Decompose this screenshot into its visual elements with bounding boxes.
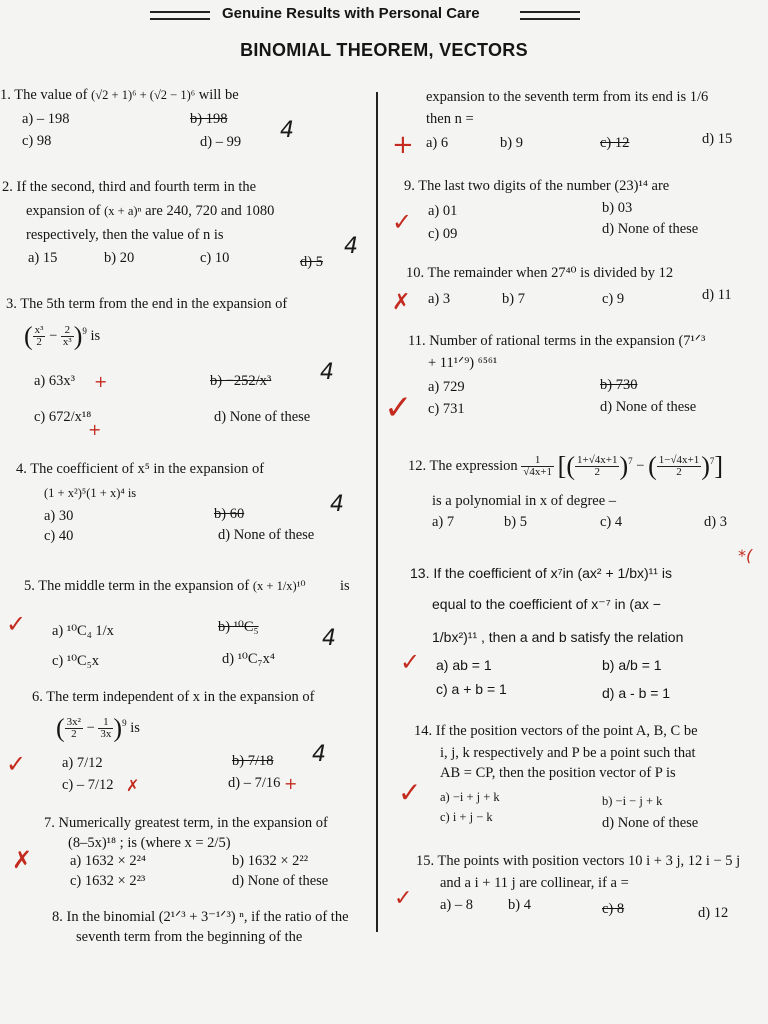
q9-option-d: d) None of these [602, 221, 699, 237]
q6-expression: ( $\frac{\text{3x²}}{2}$ − $\frac{1}{3x}$ )$^9$ is [56, 713, 140, 743]
handwritten-mark: + [392, 130, 414, 160]
q14-option-a: a) −i + j + k [440, 790, 500, 804]
handwritten-mark: *( [738, 546, 753, 565]
handwritten-mark: 4 [312, 742, 326, 767]
q15-option-d: d) 12 [698, 905, 729, 921]
q7-stem-line1: 7. Numerically greatest term, in the expansion of [44, 815, 328, 831]
q15-option-b: b) 4 [508, 897, 531, 913]
q9-option-b: b) 03 [602, 200, 633, 216]
q1-option-c: c) 98 [22, 133, 52, 149]
q1-option-b: b) 198 [190, 111, 228, 127]
handwritten-mark: 4 [280, 118, 294, 143]
q6-stem-line1: 6. The term independent of x in the expansion of [32, 689, 315, 705]
q7-option-a: a) 1632 × 2²⁴ [70, 853, 146, 869]
handwritten-mark: ✗ [12, 846, 33, 874]
handwritten-mark: 4 [330, 492, 344, 517]
handwritten-mark: ✓ [6, 750, 27, 778]
handwritten-mark: ✓ [384, 388, 413, 428]
q5-option-c: c) ¹⁰C₅x [52, 653, 100, 669]
q7-option-d: d) None of these [232, 873, 329, 889]
header-rule-right [520, 11, 580, 20]
q5-option-a: a) ¹⁰C₄ 1/x [52, 623, 114, 639]
brand-line: Genuine Results with Personal Care [222, 5, 480, 22]
q13-option-b: b) a/b = 1 [602, 657, 662, 673]
q13-stem-line3: 1/bx²)¹¹ , then a and b satisfy the relation [432, 629, 684, 645]
handwritten-mark: ✓ [6, 610, 27, 638]
handwritten-mark: 4 [320, 360, 334, 385]
column-divider [376, 92, 378, 932]
q15-option-c: c) 8 [602, 901, 625, 917]
q12-stem-line1: 12. The expression $\frac{1}{√4x+1}$ [( $\frac{1+√4x+1}{2}$ )$^7$ − ( $\frac{1-√4x+1}{2}$ )$^7$] [408, 451, 724, 481]
handwritten-mark: + [94, 372, 108, 391]
q13-stem-line2: equal to the coefficient of x⁻⁷ in (ax − [432, 596, 661, 612]
q3-stem-line1: 3. The 5th term from the end in the expansion of [6, 296, 288, 312]
q8-option-b: b) 9 [500, 135, 523, 151]
q2-stem-line3: respectively, then the value of n is [26, 227, 224, 243]
handwritten-mark: + [88, 420, 102, 439]
q10-stem: 10. The remainder when 27⁴⁰ is divided by 12 [406, 265, 674, 281]
q13-stem-line1: 13. If the coefficient of x⁷in (ax² + 1/bx)¹¹ is [410, 565, 672, 581]
q6-option-a: a) 7/12 [62, 755, 103, 771]
q12-option-c: c) 4 [600, 514, 623, 530]
q3-expression: ( $\frac{\text{x³}}{2}$ − $\frac{2}{\text{x³}}$ )$^9$ is [24, 321, 101, 351]
q6-option-c: c) – 7/12 [62, 777, 114, 793]
q4-option-c: c) 40 [44, 528, 74, 544]
q11-option-b: b) 730 [600, 377, 638, 393]
q8-stem-line3: expansion to the seventh term from its end is 1/6 [426, 89, 709, 105]
q2-option-c: c) 10 [200, 250, 230, 266]
q2-option-a: a) 15 [28, 250, 58, 266]
q3-option-d: d) None of these [214, 409, 311, 425]
q4-stem-line1: 4. The coefficient of x⁵ in the expansion of [16, 461, 265, 477]
handwritten-mark: + [284, 774, 298, 793]
q14-option-b: b) −i − j + k [602, 794, 663, 808]
q11-option-c: c) 731 [428, 401, 465, 417]
q3-option-b: b) −252/x³ [210, 373, 272, 389]
q15-option-a: a) – 8 [440, 897, 474, 913]
q9-option-a: a) 01 [428, 203, 458, 219]
q2-stem-line2: expansion of (x + a)ⁿ are 240, 720 and 1080 [26, 203, 275, 219]
q3-option-a: a) 63x³ [34, 373, 75, 389]
q15-stem-line1: 15. The points with position vectors 10 i + 3 j, 12 i − 5 j [416, 853, 741, 869]
q10-option-c: c) 9 [602, 291, 625, 307]
q15-stem-line2: and a i + 11 j are collinear, if a = [440, 875, 629, 891]
q8-option-c: c) 12 [600, 135, 630, 151]
q10-option-a: a) 3 [428, 291, 451, 307]
q12-option-d: d) 3 [704, 514, 727, 530]
q11-stem-line1: 11. Number of rational terms in the expansion (7¹ᐟ³ [408, 333, 706, 349]
q10-option-b: b) 7 [502, 291, 525, 307]
q2-option-b: b) 20 [104, 250, 135, 266]
q13-option-a: a) ab = 1 [436, 657, 492, 673]
handwritten-mark: 4 [344, 234, 358, 259]
q14-option-c: c) i + j − k [440, 810, 493, 824]
q12-stem-line2: is a polynomial in x of degree – [432, 493, 617, 509]
q1-option-a: a) – 198 [22, 111, 70, 127]
q8-stem-line2: seventh term from the beginning of the [76, 929, 303, 945]
handwritten-mark: ✗ [126, 776, 140, 795]
q8-option-d: d) 15 [702, 131, 733, 147]
q6-option-b: b) 7/18 [232, 753, 274, 769]
q7-stem-line2: (8–5x)¹⁸ ; is (where x = 2/5) [68, 835, 231, 851]
q11-option-a: a) 729 [428, 379, 465, 395]
q3-option-c: c) 672/x¹⁸ [34, 409, 92, 425]
q12-option-b: b) 5 [504, 514, 527, 530]
handwritten-mark: 4 [322, 626, 336, 651]
header-rule-left [150, 11, 210, 20]
q11-stem-line2: + 11¹ᐟ⁹) ⁶⁵⁶¹ [428, 355, 498, 371]
handwritten-mark: ✓ [400, 648, 421, 676]
q4-option-b: b) 60 [214, 506, 245, 522]
q5-option-d: d) ¹⁰C₇x⁴ [222, 651, 275, 667]
q7-option-c: c) 1632 × 2²³ [70, 873, 146, 889]
handwritten-mark: ✓ [392, 208, 413, 236]
q7-option-b: b) 1632 × 2²² [232, 853, 309, 869]
brand-header [150, 2, 580, 26]
q1-stem: 1. The value of (√2 + 1)⁶ + (√2 − 1)⁶ will be [0, 87, 239, 103]
q6-option-d: d) – 7/16 [228, 775, 281, 791]
handwritten-mark: ✓ [394, 886, 413, 911]
q14-option-d: d) None of these [602, 815, 699, 831]
page-title: BINOMIAL THEOREM, VECTORS [240, 40, 528, 60]
q5-option-b: b) ¹⁰C₅ [218, 619, 259, 635]
q5-is: is [340, 578, 350, 594]
handwritten-mark: ✓ [398, 776, 422, 809]
q1-option-d: d) – 99 [200, 134, 242, 150]
q8-stem-line1: 8. In the binomial (2¹ᐟ³ + 3⁻¹ᐟ³) ⁿ, if the ratio of the [52, 909, 349, 925]
q13-option-d: d) a - b = 1 [602, 685, 671, 701]
q14-stem-line2: i, j, k respectively and P be a point such that [440, 745, 696, 761]
q4-stem-line2: (1 + x²)⁵(1 + x)⁴ is [44, 486, 137, 500]
q5-stem: 5. The middle term in the expansion of (x + 1/x)¹⁰ [24, 578, 306, 594]
q12-option-a: a) 7 [432, 514, 455, 530]
q8-option-a: a) 6 [426, 135, 449, 151]
q9-option-c: c) 09 [428, 226, 458, 242]
q14-stem-line1: 14. If the position vectors of the point A, B, C be [414, 723, 698, 739]
q9-stem: 9. The last two digits of the number (23)¹⁴ are [404, 178, 670, 194]
q2-stem-line1: 2. If the second, third and fourth term in the [2, 179, 257, 195]
q4-option-a: a) 30 [44, 508, 74, 524]
q4-option-d: d) None of these [218, 527, 315, 543]
q8-stem-line4: then n = [426, 111, 474, 127]
q14-stem-line3: AB = CP, then the position vector of P is [440, 765, 676, 781]
q13-option-c: c) a + b = 1 [436, 681, 507, 697]
q11-option-d: d) None of these [600, 399, 697, 415]
handwritten-mark: ✗ [392, 290, 411, 315]
q2-option-d: d) 5 [300, 254, 323, 270]
q10-option-d: d) 11 [702, 287, 732, 303]
